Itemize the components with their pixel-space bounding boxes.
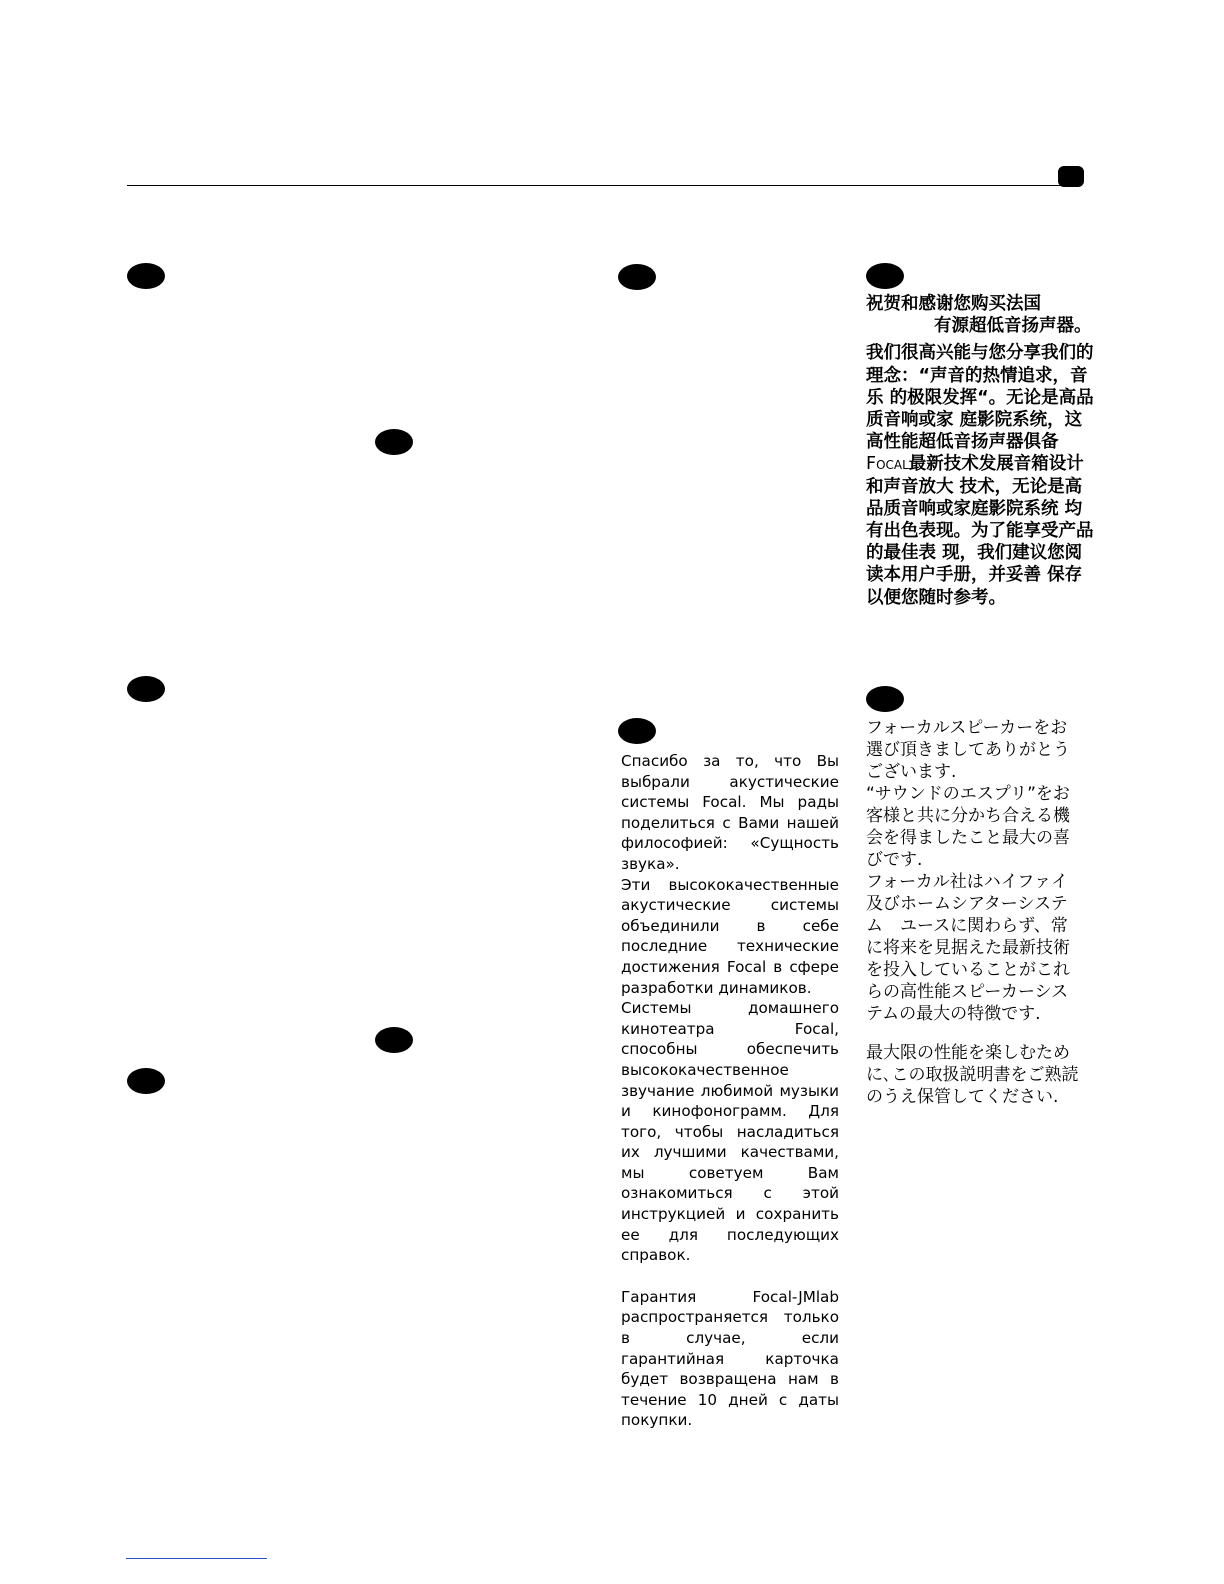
language-marker-5: [127, 1068, 165, 1094]
russian-text-column: [621, 751, 839, 1431]
russian-paragraph-2: Эти высококачественные акустические системы объединили в себе последние технические достижения Focal в сфере разработки динамиков.: [621, 875, 839, 997]
language-marker-4: [375, 1027, 413, 1053]
language-marker-russian: [618, 718, 656, 744]
chinese-paragraph-3b: 最新技术发展音箱设计和声音放大 技术，无论是高品质音响或家庭影院系统 均有出色表现。为了能享受产品的最佳表 现，我们建议您阅读本用户手册，并妥善 保存以便您随时参考。: [866, 454, 1094, 608]
header-rule: [127, 185, 1071, 186]
chinese-paragraph-3a: 我们很高兴能与您分享我们的理念：“声音的热情追求，音乐 的极限发挥“。无论是高品质音响或家 庭影院系统，这高性能超低音扬声器俱备: [866, 343, 1094, 453]
chinese-paragraph-1: 祝贺和感谢您购买法国: [866, 294, 1041, 314]
language-marker-1: [127, 263, 165, 289]
language-marker-japanese: [866, 686, 904, 712]
chinese-text-column: [866, 293, 1098, 609]
footnote-rule: [126, 1558, 267, 1559]
japanese-paragraph-3: フォーカル社はハイファイ及びホームシアターシステム ユースに関わらず、常に将来を見据えた最新技術を投入していることがこれらの高性能スピーカーシステムの最大の特徴です.: [866, 872, 1070, 1024]
chinese-paragraph-3: [866, 342, 1098, 608]
language-marker-6: [618, 264, 656, 290]
language-marker-2: [375, 429, 413, 455]
japanese-paragraph-1: フォーカルスピーカーをお選び頂きましてありがとうございます.: [866, 718, 1070, 782]
russian-paragraph-3: Системы домашнего кинотеатра Focal, способны обеспечить высококачественное звучание любимой музыки и кинофонограмм. Для того, чтобы насладиться их лучшими качествами, мы советуем Вам ознакомиться с этой инструкцией и сохранить ее для последующих справок.: [621, 999, 839, 1265]
russian-warranty-paragraph: Гарантия Focal-JMlab распространяется только в случае, если гарантийная карточка будет возвращена нам в течение 10 дней с даты покупки.: [621, 1287, 839, 1430]
chinese-paragraph-2: 有源超低音扬声器。: [934, 316, 1092, 337]
japanese-text-column: [866, 717, 1082, 1108]
language-marker-3: [127, 676, 165, 702]
brand-name: Focal: [866, 454, 909, 475]
language-marker-chinese: [866, 263, 904, 289]
page-tab-badge: [1058, 166, 1084, 187]
japanese-paragraph-2: “サウンドのエスプリ”をお客様と共に分かち合える機会を得ましたこと最大の喜びです.: [866, 784, 1070, 870]
japanese-paragraph-4: 最大限の性能を楽しむために､この取扱説明書をご熟読のうえ保管してください.: [866, 1043, 1079, 1107]
russian-paragraph-1: Спасибо за то, что Вы выбрали акустические системы Focal. Мы рады поделиться с Вами нашей философией: «Сущность звука».: [621, 752, 839, 873]
